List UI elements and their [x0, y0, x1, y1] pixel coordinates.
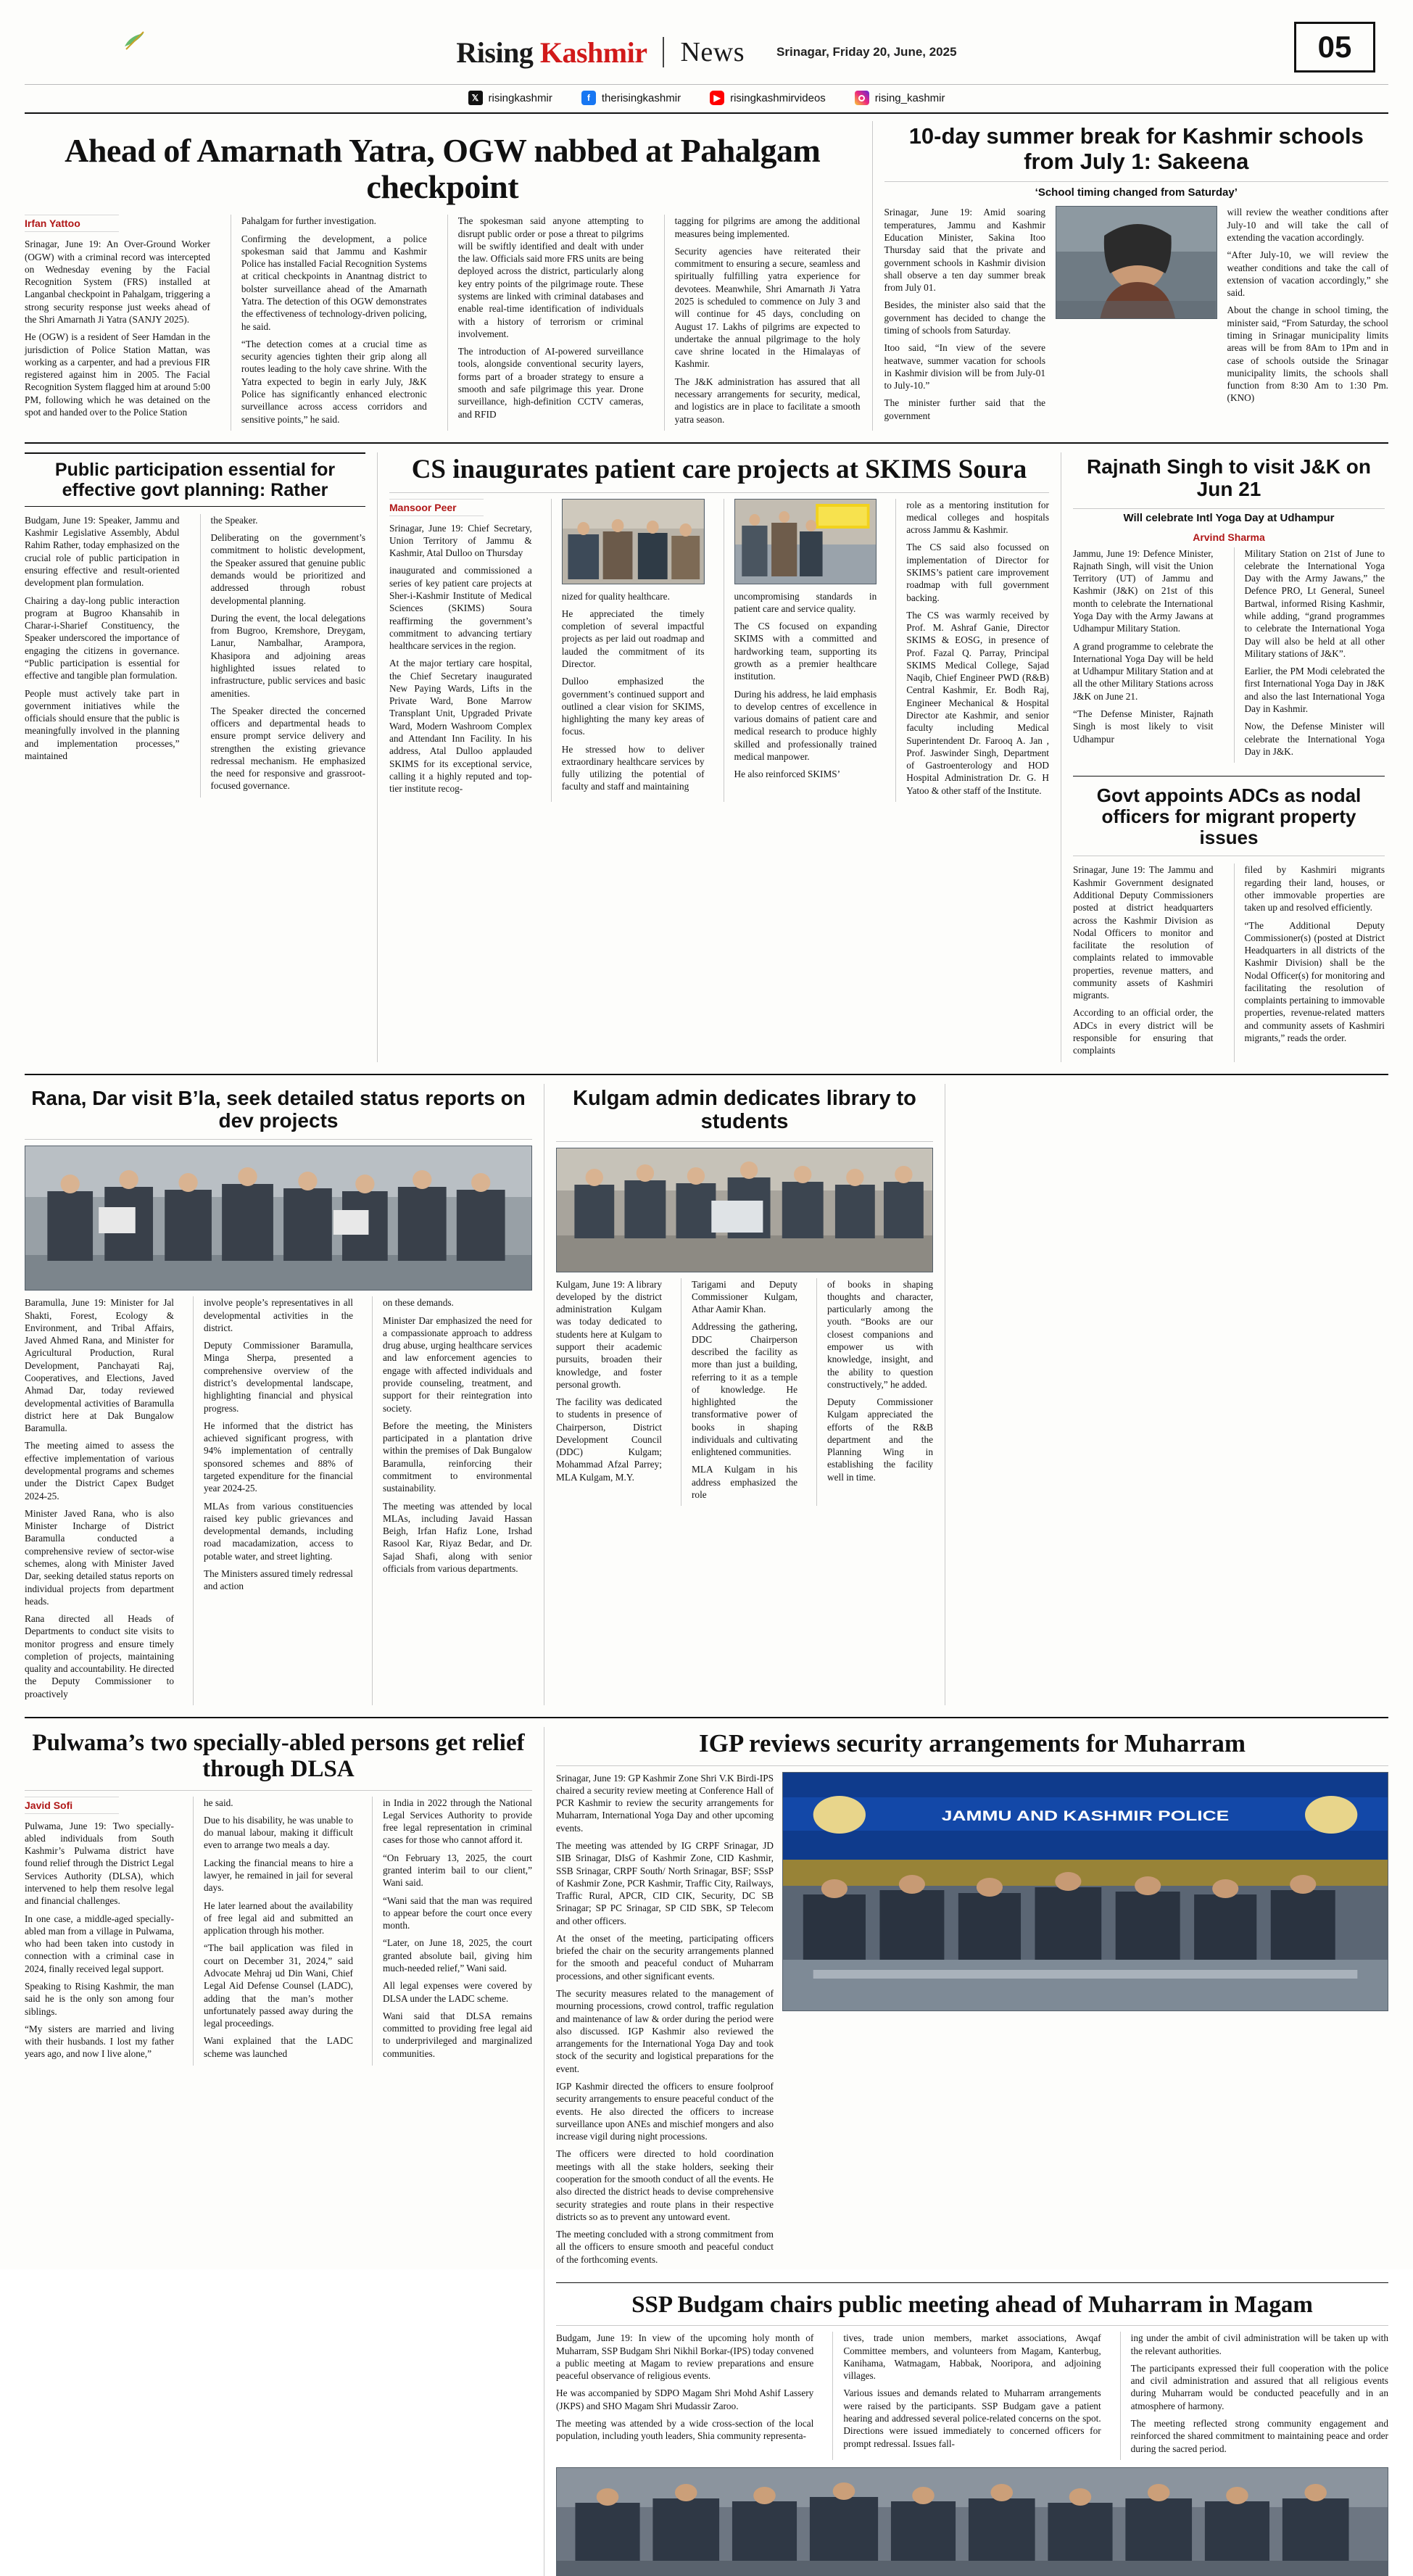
- paragraph: About the change in school timing, the minister said, “From Saturday, the school timing in Srinagar municipality limits areas will be from 8Am to 1Pm and in case of schools outside the Srinagar municipality limits, the schools shall function from 8:30 Am to 1:30 Pm. (KNO): [1227, 305, 1389, 404]
- paragraph: Earlier, the PM Modi celebrated the first International Yoga Day in J&K and also the last International Yoga Day in Kashmir.: [1244, 666, 1385, 714]
- paragraph: People must actively take part in government initiatives while the officials should ensure that the public is meaningfully involved in the planning and implementation processes,” maintained: [25, 687, 180, 761]
- paragraph: Various issues and demands related to Muharram arrangements were raised by the participants. SSP Budgam gave a patient hearing and addressed several police-related concerns on the spot. Directions were issued immediately to concerned officers for prompt redressal. Issues fall-: [843, 2387, 1101, 2449]
- paragraph: Pulwama, June 19: Two specially-abled individuals from South Kashmir’s Pulwama district have found relief through the District Legal Services Authority (DLSA), which intervened to help them resolve legal and financial challenges.: [25, 1820, 174, 1907]
- paragraph: “The bail application was filed in court on December 31, 2024,” said Advocate Mehraj ud Din Wani, Chief Legal Aid Defense Counsel (LADC), adding that the man’s mother unfortunately passed away during the legal proceedings.: [204, 1942, 353, 2029]
- masthead-divider: [663, 37, 664, 67]
- paragraph: Dulloo emphasized the government’s continued support and outlined a clear vision for SKIMS, highlighting the many key areas of focus.: [561, 676, 705, 737]
- paragraph: The meeting reflected strong community engagement and reinforced the shared commitment to maintaining peace and order during the sacred period.: [1130, 2417, 1388, 2454]
- paragraph: Due to his disability, he was unable to do manual labour, making it difficult even to arrange two meals a day.: [204, 1814, 353, 1851]
- paragraph: Baramulla, June 19: Minister for Jal Shakti, Forest, Ecology & Environment, and Tribal Affairs, Javed Ahmed Rana, and Minister for Agricultural Production, Rural Development, Panchayati Raj, Cooperatives, and Elections, Javed Ahmad Dar, today reviewed developmental activities of Baramulla district here at Dak Bungalow Baramulla.: [25, 1297, 174, 1434]
- paragraph: Wani explained that the LADC scheme was launched: [204, 2035, 353, 2059]
- school-break-article: [884, 121, 1388, 431]
- igp-headline: IGP reviews security arrangements for Muharram: [699, 1729, 1246, 1758]
- skims-headline: CS inaugurates patient care projects at SKIMS Soura: [411, 454, 1027, 484]
- paragraph: the Speaker.: [210, 514, 258, 526]
- paragraph: uncompromising standards in patient care and service quality.: [734, 590, 877, 614]
- igp-meeting-photo: [782, 1772, 1388, 2011]
- paragraph: He appreciated the timely completion of several impactful projects as per laid out roadmap and lauded the commitment of its Director.: [561, 608, 705, 669]
- paragraph: Srinagar, June 19: The Jammu and Kashmir Government designated Additional Deputy Commissioners posted at district headquarters across the Kashmir Division as Nodal Officers to monitor and facilitate the resolution of complaints related to immovable properties, revenue matters, and community assets of Kashmiri migrants.: [1073, 864, 1214, 1001]
- paragraph: MLA Kulgam in his address emphasized the role: [692, 1464, 797, 1501]
- paragraph: The CS said also focussed on implementation of Director for SKIMS’s patient care improvement roadmap with full government backing.: [906, 542, 1049, 603]
- second-band: [25, 452, 1388, 1062]
- paragraph: in India in 2022 through the National Legal Services Authority to provide free legal representation in criminal cases for those who cannot afford it.: [383, 1797, 532, 1846]
- top-section: [25, 121, 1388, 431]
- logo-icon: [119, 28, 148, 57]
- paragraph: The CS was warmly received by Prof. M. Ashraf Ganie, Director SKIMS & EOSG, in presence of Prof. Fazal Q. Parray, Principal SKIMS Medical College, Sajad Naqib, Chief Engineer PWD (R&B) Central Kashmir, Er. Bodh Raj, Engineer Mechanical & Hospital Director ate Kashmir, and senior faculty including Medical Superintendent Dr. Farooq A. Jan , Prof. Jaswinder Singh, Department of Gastroenterology and HOD Hospital Administration Dr. G. H Yatoo & other staff of the Institute.: [906, 609, 1049, 796]
- paragraph: inaugurated and commissioned a series of key patient care projects at Sher-i-Kashmir Institute of Medical Sciences (SKIMS) Soura reaffirming the government’s commitment to advancing tertiary healthcare services in the region.: [389, 565, 532, 652]
- paragraph: Security agencies have reiterated their commitment to ensuring a secure, seamless and spiritually fulfilling yatra experience for devotees. Meanwhile, Shri Amarnath Ji Yatra 2025 is scheduled to commence on July 3 and will continue for 45 days, concluding on August 17. Lakhs of pilgrims are expected to undertake the annual pilgrimage to the holy cave shrine located in the Himalayas of Kashmir.: [674, 245, 861, 370]
- paragraph: The meeting was attended by local MLAs, including Javaid Hassan Beigh, Irfan Hafiz Lone, Irshad Rasool Kar, Riyaz Bedar, and Dr. Sajad Shafi, along with senior officials from various departments.: [383, 1500, 532, 1574]
- paragraph: The officers were directed to hold coordination meetings with all the stake holders, seeking their cooperation for the smooth conduct of all the events. He also directed the district heads to devise comprehensive security strategies and route plans in their respective districts so as to prevent any untoward event.: [556, 2148, 774, 2222]
- adc-headline: Govt appoints ADCs as nodal officers for migrant property issues: [1096, 784, 1362, 849]
- skims-photo-right: [734, 499, 877, 584]
- paragraph: The CS focused on expanding SKIMS with a committed and hardworking team, supporting its growth as a premier healthcare institution.: [734, 621, 877, 682]
- paragraph: Chairing a day-long public interaction program at Bugroo Khansahib in Charar-i-Sharief Constituency, the Speaker underscored the importance of engaging the citizens in governance. “Public participation is essential for effective and tangible plan formulation.: [25, 595, 180, 682]
- paragraph: Before the meeting, the Ministers participated in a plantation drive within the premises of Dak Bungalow Baramulla, reinforcing their commitment to environmental sustainability.: [383, 1420, 532, 1494]
- social-handle-youtube[interactable]: [710, 91, 826, 105]
- paragraph: Wani said that DLSA remains committed to providing free legal aid to underprivileged and marginalized communities.: [383, 2010, 532, 2059]
- kulgam-article: [556, 1084, 933, 1705]
- brand-title: [456, 36, 647, 70]
- paragraph: Addressing the gathering, DDC Chairperson described the facility as more than just a building, referring to it as a temple of knowledge. He highlighted the transformative power of books in shaping individuals and cultivating enlightened communities.: [692, 1321, 797, 1458]
- rana-dar-article: [25, 1084, 532, 1705]
- paragraph: At the onset of the meeting, participating officers briefed the chair on the security arrangements planned for the smooth and peaceful conduct of Muharram processions, and other significant events.: [556, 1932, 774, 1981]
- rather-article: [25, 452, 365, 1062]
- paragraph: Pahalgam for further investigation.: [241, 215, 376, 227]
- paragraph: A grand programme to celebrate the International Yoga Day will be held at Udhampur Military Station and at all the other Military Stations across J&K on June 21.: [1073, 640, 1214, 702]
- paragraph: Minister Dar emphasized the need for a compassionate approach to address drug abuse, urging healthcare services and law enforcement agencies to engage with affected individuals and provide counseling, treatment, and support for their reintegration into society.: [383, 1314, 532, 1414]
- paragraph: Speaking to Rising Kashmir, the man said he is the only son among four siblings.: [25, 1981, 174, 2017]
- dlsa-headline: Pulwama’s two specially-abled persons get relief through DLSA: [32, 1730, 525, 1783]
- paragraph: MLAs from various constituencies raised key public grievances and developmental demands, including road macadamization, access to potable water, and street lighting.: [204, 1500, 353, 1562]
- paragraph: IGP Kashmir directed the officers to ensure foolproof security arrangements to ensure peaceful conduct of the events. He also directed the officers to increase surveillance upon ANEs and mischief mongers and also increase vigil during night processions.: [556, 2081, 774, 2142]
- ssp-meeting-photo: [556, 2467, 1388, 2576]
- paragraph: According to an official order, the ADCs in every district will be responsible for ensuring that complaints: [1073, 1007, 1214, 1056]
- paragraph: The meeting was attended by IG CRPF Srinagar, JD SIB Srinagar, DIsG of Kashmir Zone, CID Kashmir, SSB Srinagar, CRPF South/ North Srinagar, BSF; SSsP of Kashmir Zone, PCR Kashmir, Traffic City, Railways, Traffic Rural, APCR, CID CIK, Security, DC SB Srinagar; SP PC Srinagar, SP CID SBK, SP Telecom and other officers.: [556, 1839, 774, 1926]
- paragraph: The meeting was attended by a wide cross-section of the local population, including youth leaders, Shia community representa-: [556, 2417, 814, 2442]
- paragraph: During his address, he laid emphasis to develop centres of excellence in various domains of patient care and medical research to produce highly skilled and professionally trained medical manpower.: [734, 688, 877, 762]
- paragraph: Deputy Commissioner Baramulla, Minga Sherpa, presented a comprehensive overview of the district’s developmental landscape, highlighting financial and physical progress.: [204, 1340, 353, 1414]
- paragraph: filed by Kashmiri migrants regarding their land, houses, or other immovable properties are taken up and resolved efficiently.: [1244, 864, 1385, 914]
- paragraph: Deliberating on the government’s commitment to holistic development, the Speaker assured that genuine public demands would be prioritized and addressed through robust developmental planning.: [210, 532, 365, 606]
- lead-byline: Irfan Yattoo: [25, 215, 119, 232]
- dlsa-article: [25, 1727, 532, 2576]
- paragraph: He (OGW) is a resident of Seer Hamdan in the jurisdiction of Police Station Mattan, was working as a carpenter, and had a previous FIR registered against him in 2005. The Facial Recognition System flagged him at around 5:00 PM, following which he was detained on the spot and handed over to the Police Station: [25, 331, 210, 418]
- instagram-icon: [855, 91, 869, 105]
- paragraph: The security measures related to the management of mourning processions, crowd control, traffic regulation and maintenance of law & order during the period were also discussed. IGP Kashmir also reviewed the arrangements for the International Yoga Day and took stock of the security and logistical preparations for the event.: [556, 1988, 774, 2074]
- paragraph: The Ministers assured timely redressal and action: [204, 1567, 353, 1592]
- paragraph: In one case, a middle-aged specially-abled man from a village in Pulwama, who had been taken into custody in connection with a criminal case in 2024, finally received legal support.: [25, 1913, 174, 1974]
- paragraph: Deputy Commissioner Kulgam appreciated the efforts of the R&B department and the Planning Wing in establishing the facility well in time.: [827, 1396, 933, 1483]
- paragraph: “The Defense Minister, Rajnath Singh is most likely to visit Udhampur: [1073, 708, 1214, 745]
- social-label: risingkashmirvideos: [730, 91, 826, 104]
- social-bar: [25, 84, 1388, 114]
- igp-article: [556, 1730, 1388, 2271]
- paragraph: involve people’s representatives in all developmental activities in the district.: [204, 1297, 353, 1333]
- paragraph: Besides, the minister also said that the government has decided to change the timing of schools from Saturday.: [884, 299, 1046, 336]
- paragraph: Srinagar, June 19: Amid soaring temperatures, Jammu and Kashmir Education Minister, Sakina Itoo Thursday said that the private and government schools in Kashmir division shall observe a ten day summer break from July 01.: [884, 207, 1046, 294]
- kulgam-headline: Kulgam admin dedicates library to students: [573, 1086, 916, 1134]
- paragraph: “Later, on June 18, 2025, the court granted absolute bail, giving him much-needed relief,” Wani said.: [383, 1937, 532, 1974]
- paragraph: Confirming the development, a police spokesman said that Jammu and Kashmir Police has installed Facial Recognition Systems at critical checkpoints in Anantnag district to bolster surveillance ahead of the Amarnath Yatra. The detection of this OGW demonstrates the effectiveness of technology-driven policing, he said.: [241, 233, 427, 332]
- brand-rising: Rising: [456, 36, 534, 69]
- paragraph: Tarigami and Deputy Commissioner Kulgam, Athar Aamir Khan.: [692, 1278, 797, 1315]
- paragraph: He also reinforced SKIMS’: [734, 769, 841, 780]
- paragraph: The participants expressed their full cooperation with the police and civil administration and assured that all religious events during Muharram would be conducted peacefully and in an atmosphere of harmony.: [1130, 2362, 1388, 2411]
- paragraph: The introduction of AI-powered surveillance tools, alongside conventional security layers, forms part of a broader strategy to ensure a smooth and safe pilgrimage this year. Drone surveillance, high-definition CCTV cameras, and RFID: [457, 346, 644, 420]
- paragraph: “My sisters are married and living with their husbands. I lost my father years ago, and now I live alone,”: [25, 2023, 174, 2060]
- youtube-icon: ▶: [710, 91, 724, 105]
- paragraph: Military Station on 21st of June to celebrate the International Yoga Day with the Army Jawans,” the Defence PRO, Lt General, Suneel Bartwal, informed Rising Kashmir, while adding, “grand programmes to celebrate the International Yoga Day will also be held at all other Military stations of J&K”.: [1244, 547, 1385, 659]
- paragraph: will review the weather conditions after July-10 and will take the call of extending the vacation accordingly.: [1227, 207, 1389, 243]
- igp-placeholder: [957, 1084, 1388, 1705]
- paragraph: Jammu, June 19: Defence Minister, Rajnath Singh, will visit the Union Territory (UT) of Jammu and Kashmir (J&K) on 21st of this month to celebrate the International Yoga Day with the Army Jawans at Udhampur Military Station.: [1073, 547, 1214, 634]
- edition-line: Srinagar, Friday 20, June, 2025: [776, 45, 957, 59]
- rather-headline: Public participation essential for effective govt planning: Rather: [54, 459, 336, 500]
- paragraph: He was accompanied by SDPO Magam Shri Mohd Ashif Lassery (JKPS) and SHO Magam Shri Mudassir Zaroo.: [556, 2387, 814, 2411]
- social-handle-x[interactable]: [468, 91, 552, 105]
- paragraph: role as a mentoring institution for medical colleges and hospitals across Jammu & Kashmir.: [906, 499, 1049, 536]
- paragraph: “The detection comes at a crucial time as security agencies tighten their grip along all routes leading to the holy cave shrine. With the Yatra expected to begin in early July, J&K Police has significantly enhanced electronic surveillance across access corridors and sensitive points,” he said.: [241, 338, 427, 425]
- paragraph: Kulgam, June 19: A library developed by the district administration Kulgam was today dedicated to students here at Kulgam to support their academic pursuits, broaden their knowledge, and foster personal growth.: [556, 1278, 662, 1390]
- paragraph: “On February 13, 2025, the court granted interim bail to our client,” Wani said.: [383, 1852, 532, 1889]
- paragraph: Budgam, June 19: Speaker, Jammu and Kashmir Legislative Assembly, Abdul Rahim Rather, today emphasized on the crucial role of public participation in ensuring effective and result-oriented development plan formulation.: [25, 514, 180, 589]
- lead-article: [25, 121, 861, 431]
- minister-photo: [1056, 206, 1217, 319]
- paragraph: Rana directed all Heads of Departments to conduct site visits to monitor progress and ensure timely completion of projects, maintaining quality and accountability. He directed the Deputy Commissioner to proactively: [25, 1613, 174, 1699]
- paragraph: At the major tertiary care hospital, the Chief Secretary inaugurated New Paying Wards, Lifts in the Private Ward, Bone Marrow Transplant Unit, Upgraded Private Ward, Modern Washroom Complex and Attendant Inn Facility. In his address, Atal Dulloo applauded SKIMS for its exceptional service, calling it a highly reputed and top-tier institute recog-: [389, 658, 532, 795]
- paragraph: Minister Javed Rana, who is also Minister Incharge of District Baramulla conducted a comprehensive review of sector-wise schemes, along with Minister Javed Dar, seeking detailed status reports on individual projects from department heads.: [25, 1507, 174, 1607]
- third-band: [25, 1084, 1388, 1705]
- paragraph: He stressed how to deliver extraordinary healthcare services by fully utilizing the potential of faculty and staff and maintaining: [561, 743, 705, 792]
- social-label: therisingkashmir: [601, 91, 681, 104]
- paragraph: He later learned about the availability of free legal aid and submitted an application through his mother.: [204, 1900, 353, 1937]
- paragraph: of books in shaping thoughts and character, particularly among the youth. “Books are our closest companions and empower us with knowledge, insight, and the ability to question constructively,” he added.: [827, 1278, 933, 1390]
- paragraph: Srinagar, June 19: GP Kashmir Zone Shri V.K Birdi-IPS chaired a security review meeting at Conference Hall of PCR Kashmir to review the security arrangements for Muharram, International Yoga Day and other upcoming events.: [556, 1772, 774, 1834]
- paragraph: The facility was dedicated to students in presence of Chairperson, District Development Council (DDC) Kulgam; Mohammad Afzal Parrey; MLA Kulgam, M.Y.: [556, 1396, 662, 1483]
- school-break-headline: 10-day summer break for Kashmir schools from July 1: Sakeena: [908, 123, 1364, 174]
- lead-headline: Ahead of Amarnath Yatra, OGW nabbed at Pahalgam checkpoint: [65, 132, 821, 205]
- paragraph: All legal expenses were covered by DLSA under the LADC scheme.: [383, 1980, 532, 2004]
- paragraph: “Wani said that the man was required to appear before the court once every month.: [383, 1894, 532, 1931]
- social-handle-facebook[interactable]: [581, 91, 681, 105]
- ssp-budgam-article: [556, 2292, 1388, 2576]
- paragraph: The spokesman said anyone attempting to disrupt public order or pose a threat to pilgrims will be swiftly identified and dealt with under the law. Officials said more FRS units are being deployed across the district, particularly along key entry points of the pilgrimage route. These systems are linked with criminal databases and enable real-time identification of individuals with a history of terrorism or criminal involvement.: [457, 215, 644, 339]
- skims-byline: Mansoor Peer: [389, 499, 484, 516]
- paragraph: The Speaker directed the concerned officers and departmental heads to ensure prompt service delivery and strengthen the existing grievance redressal mechanism. He emphasized the need for responsive and grassroot-focused governance.: [210, 705, 365, 792]
- paragraph: ing under the ambit of civil administration will be taken up with the relevant authorities.: [1130, 2332, 1388, 2356]
- ssp-headline: SSP Budgam chairs public meeting ahead of Muharram in Magam: [631, 2291, 1313, 2318]
- masthead: [25, 17, 1388, 80]
- school-break-kicker: ‘School timing changed from Saturday’: [1035, 186, 1238, 199]
- paragraph: “The Additional Deputy Commissioner(s) (posted at District Headquarters in all districts of the Kashmir Division) shall be the Nodal Officer(s) for monitoring and facilitating the resolution of complaints pertaining to immovable properties, revenue-related matters and community assets of Kashmiri migrants,” reads the order.: [1244, 919, 1385, 1044]
- right-rail: [1073, 452, 1385, 1062]
- fourth-band: [25, 1727, 1388, 2576]
- paragraph: The meeting aimed to assess the effective implementation of various developmental programs and schemes under the District Capex Budget 2024-25.: [25, 1440, 174, 1502]
- x-twitter-icon: 𝕏: [468, 91, 483, 105]
- rajnath-article: [1073, 455, 1385, 763]
- social-label: rising_kashmir: [874, 91, 945, 104]
- rajnath-headline: Rajnath Singh to visit J&K on Jun 21: [1086, 455, 1371, 501]
- paragraph: Srinagar, June 19: An Over-Ground Worker (OGW) with a criminal record was intercepted on Wednesday evening by the Facial Recognition System (FRS) installed at Langanbal checkpoint in Pahalgam, triggering a strong security response just weeks ahead of the Shri Amarnath Ji Yatra (SANJY 2025).: [25, 239, 210, 326]
- social-label: risingkashmir: [488, 91, 552, 104]
- dlsa-byline: Javid Sofi: [25, 1797, 119, 1814]
- igp-ssp-stack: [556, 1727, 1388, 2576]
- rajnath-kicker: Will celebrate Intl Yoga Day at Udhampur: [1123, 511, 1335, 524]
- brand-kashmir: Kashmir: [539, 36, 647, 69]
- paragraph: Now, the Defense Minister will celebrate the International Yoga Day in J&K.: [1244, 721, 1385, 757]
- paragraph: tagging for pilgrims are among the additional measures being implemented.: [674, 215, 861, 239]
- paragraph: tives, trade union members, market associations, Awqaf Committee members, and volunteers from Magam, Kanterbug, Kanihama, Watmagam, Habbak, Nooripora, and adjoining villages.: [843, 2332, 1101, 2382]
- paragraph: The meeting concluded with a strong commitment from all the officers to ensure smooth and peaceful conduct of the forthcoming events.: [556, 2229, 774, 2265]
- paragraph: he said.: [204, 1797, 233, 1808]
- skims-photo-left: [562, 499, 705, 584]
- social-handle-instagram[interactable]: [855, 91, 945, 105]
- paragraph: The J&K administration has assured that all necessary arrangements for security, medical, and logistics are in place to facilitate a smooth yatra season.: [674, 376, 861, 425]
- facebook-icon: f: [581, 91, 596, 105]
- paragraph: on these demands.: [383, 1297, 454, 1309]
- skims-article: [389, 452, 1049, 1062]
- paragraph: Lacking the financial means to hire a lawyer, he remained in jail for several days.: [204, 1857, 353, 1894]
- rana-dar-photo: [25, 1146, 532, 1291]
- svg-text:JAMMU AND KASHMIR POLICE: JAMMU AND KASHMIR POLICE: [941, 1807, 1230, 1823]
- paragraph: He informed that the district has achieved significant progress, with 94% implementation of centrally sponsored schemes and 88% of targeted expenditure for the financial year 2024-25.: [204, 1420, 353, 1494]
- adc-article: [1073, 785, 1385, 1062]
- kulgam-photo: [556, 1148, 933, 1272]
- paragraph: Budgam, June 19: In view of the upcoming holy month of Muharram, SSP Budgam Shri Nikhil Borkar-(IPS) today convened a public meeting at Magam to review preparations and ensure peaceful observance of religious events.: [556, 2332, 814, 2382]
- paragraph: During the event, the local delegations from Bugroo, Kremshore, Dreygam, Lanur, Nambalhar, Arampora, Khasipora and adjoining areas highlighted issues related to infrastructure, public services and basic amenities.: [210, 612, 365, 699]
- section-label: News: [680, 37, 745, 67]
- paragraph: nized for quality healthcare.: [561, 590, 670, 602]
- paragraph: Srinagar, June 19: Chief Secretary, Union Territory of Jammu & Kashmir, Atal Dulloo on Thursday: [389, 522, 532, 559]
- paragraph: “After July-10, we will review the weather conditions and take the call of extension of vacation accordingly,” she said.: [1227, 249, 1389, 299]
- paragraph: The minister further said that the government: [884, 397, 1046, 421]
- paragraph: Itoo said, “In view of the severe heatwave, summer vacation for schools in Kashmir division will be from July-01 to July-10.”: [884, 342, 1046, 392]
- page-number: 05: [1294, 22, 1375, 73]
- rana-dar-headline: Rana, Dar visit B’la, seek detailed status reports on dev projects: [31, 1086, 526, 1132]
- rajnath-byline: Arvind Sharma: [1193, 531, 1265, 543]
